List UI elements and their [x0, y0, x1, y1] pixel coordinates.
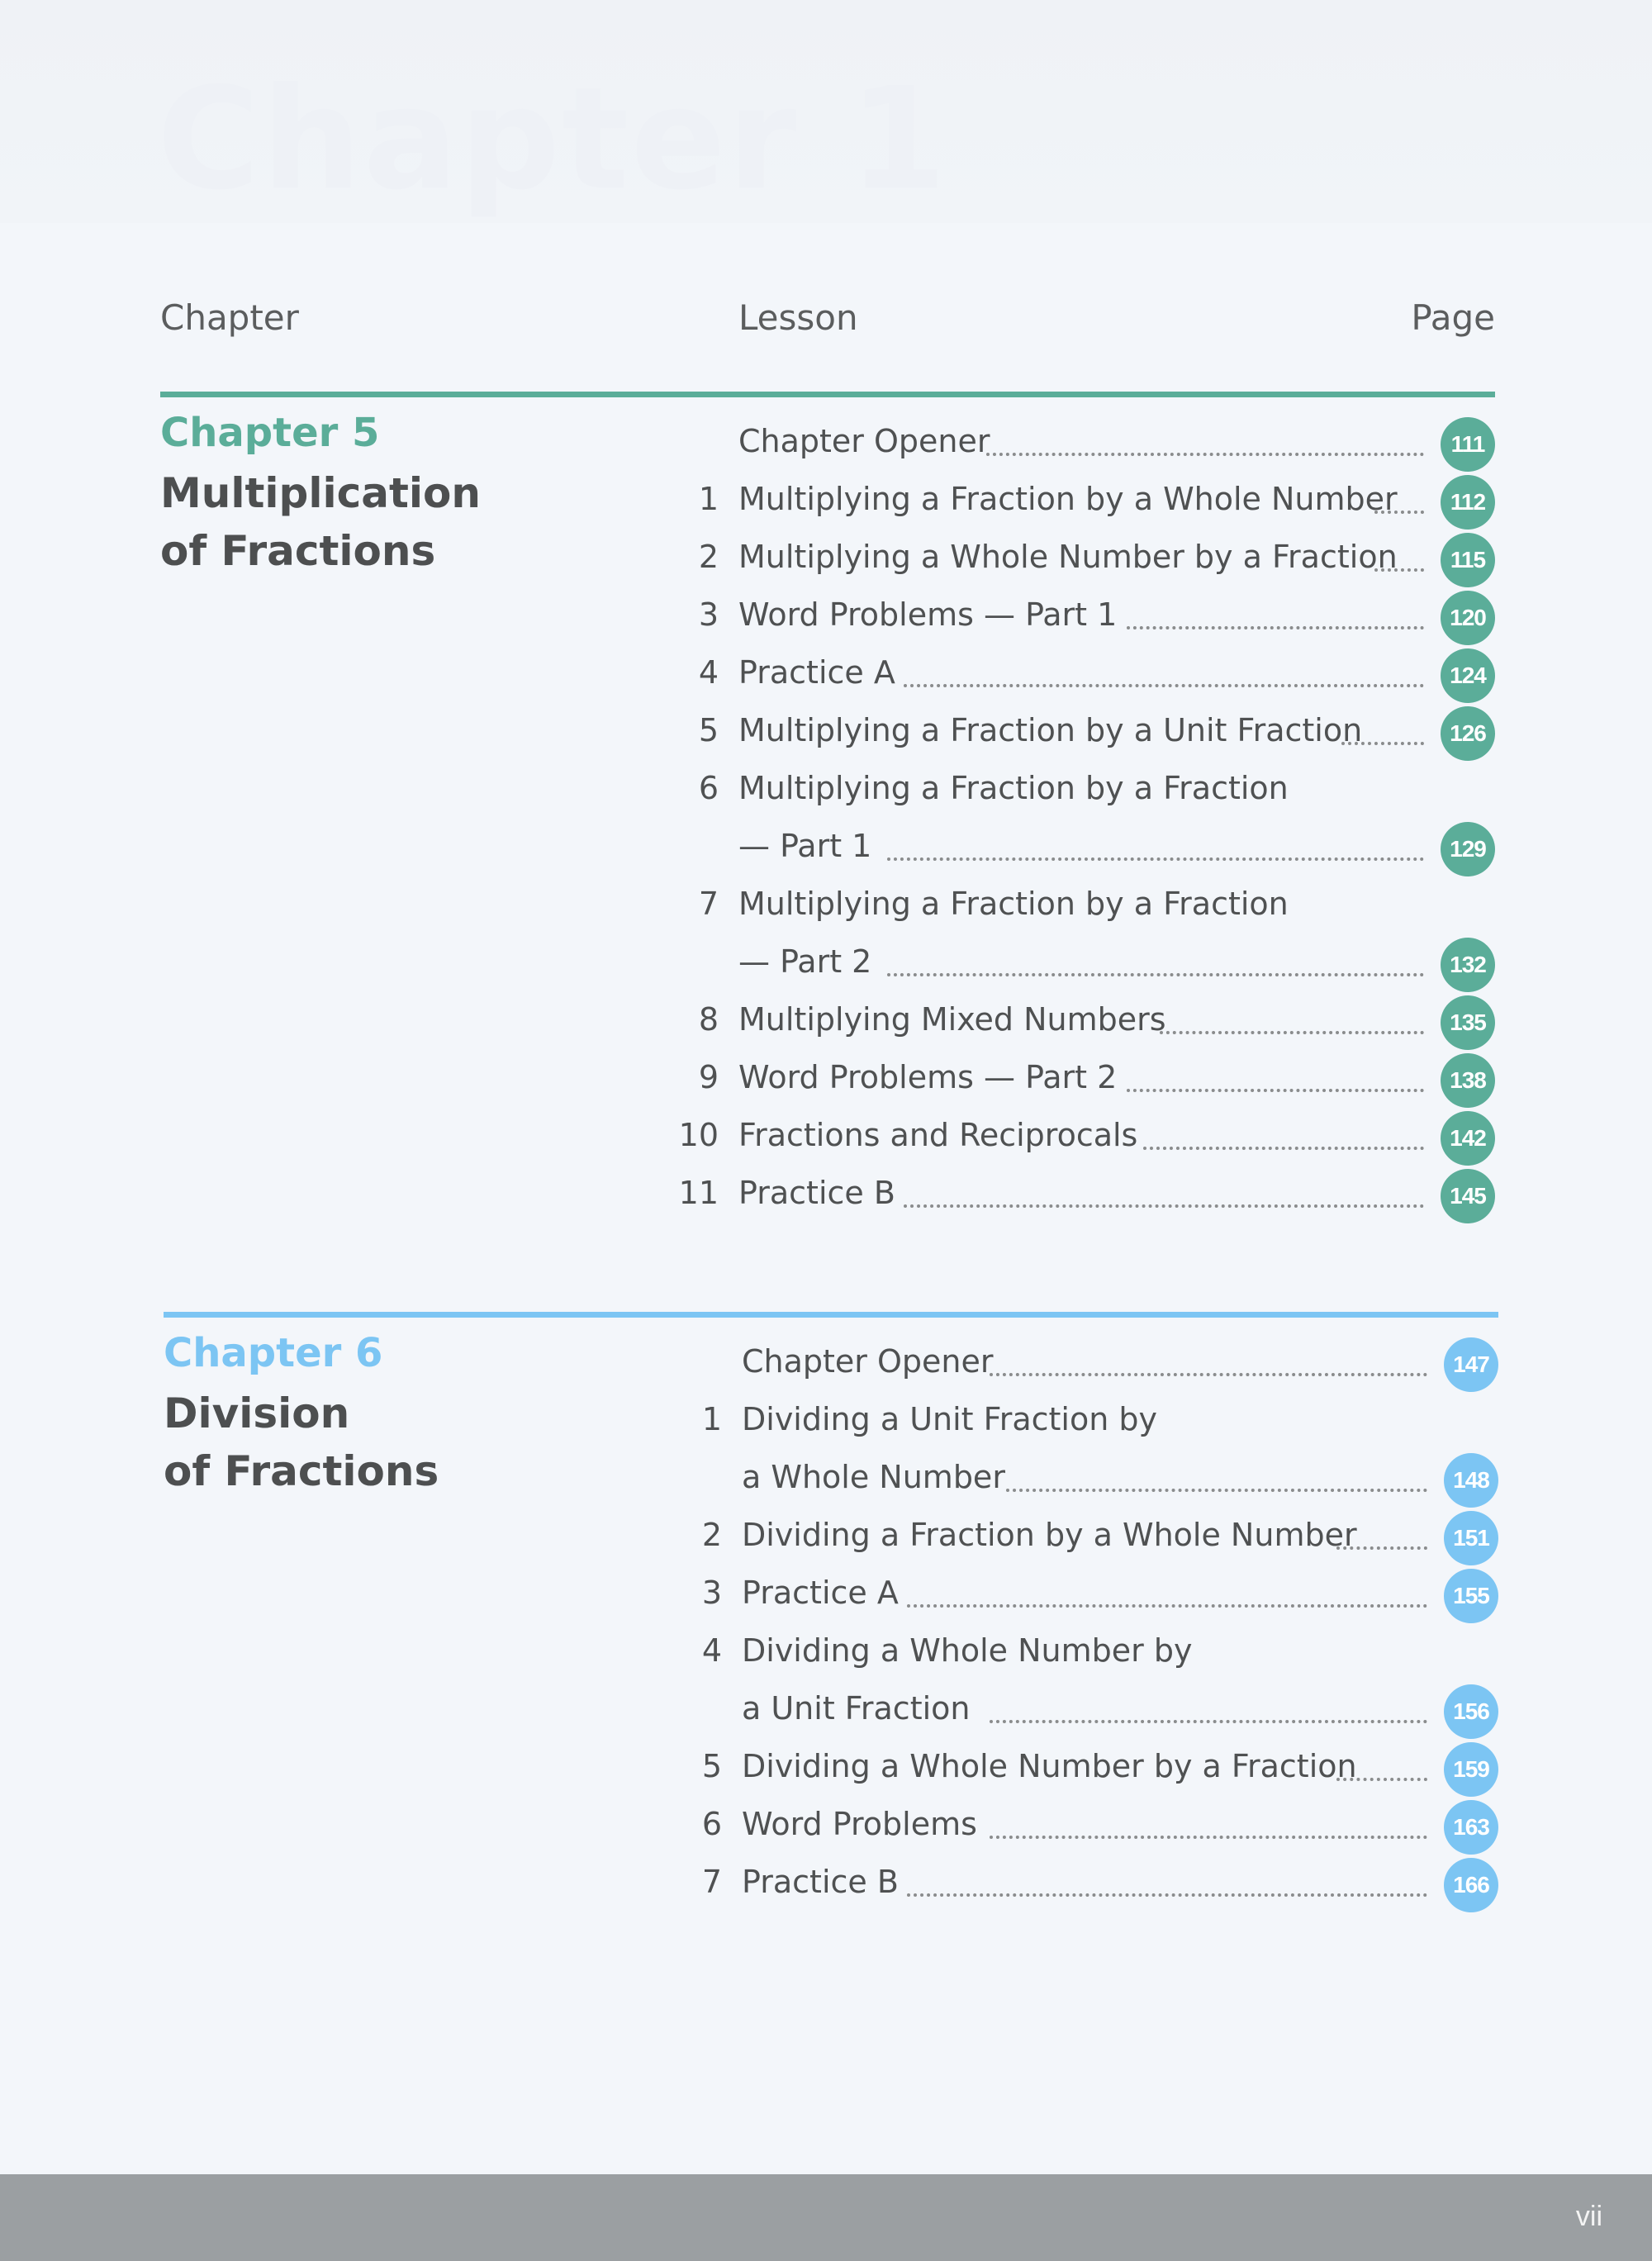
dot-leader [1341, 739, 1424, 745]
page-badge[interactable]: 151 [1444, 1511, 1498, 1565]
dot-leader [1160, 1028, 1424, 1034]
dot-leader [1336, 1774, 1427, 1781]
lesson-title: Dividing a Whole Number by a Fraction [742, 1748, 1357, 1784]
dot-leader [1006, 1485, 1427, 1492]
header-lesson: Lesson [738, 297, 858, 338]
page-badge[interactable]: 120 [1441, 591, 1495, 645]
page-badge[interactable]: 129 [1441, 822, 1495, 876]
page-badge[interactable]: 147 [1444, 1337, 1498, 1392]
dot-leader [1374, 507, 1424, 514]
dot-leader [1336, 1543, 1427, 1550]
lesson-title: Fractions and Reciprocals [738, 1117, 1138, 1153]
page-badge[interactable]: 111 [1441, 417, 1495, 472]
page-badge[interactable]: 115 [1441, 533, 1495, 587]
toc-row[interactable] [164, 1855, 1498, 1913]
ghost-chapter-heading: Chapter 1 [157, 58, 949, 221]
lesson-number: 8 [698, 1001, 719, 1038]
header-page: Page [1411, 297, 1495, 338]
lesson-number: 7 [701, 1864, 722, 1900]
lesson-number: 11 [678, 1175, 719, 1211]
toc-row-continued[interactable] [164, 1682, 1498, 1740]
dot-leader [904, 1201, 1424, 1208]
lesson-title: Multiplying a Fraction by a Fraction [738, 886, 1289, 922]
dot-leader [887, 970, 1424, 976]
page-badge[interactable]: 142 [1441, 1111, 1495, 1166]
lesson-title: Multiplying a Fraction by a Fraction [738, 770, 1289, 806]
lesson-title: Practice B [742, 1864, 899, 1900]
toc-row[interactable] [160, 1166, 1495, 1224]
lesson-title: Word Problems — Part 1 [738, 596, 1118, 633]
chapter-5-divider [160, 392, 1495, 397]
lesson-title: Practice A [742, 1575, 899, 1611]
lesson-number: 2 [698, 539, 719, 575]
toc-row[interactable] [160, 993, 1495, 1051]
lesson-title: Chapter Opener [742, 1343, 994, 1380]
page-number: vii [1575, 2201, 1602, 2232]
page-badge[interactable]: 132 [1441, 938, 1495, 992]
lesson-title: Chapter Opener [738, 423, 990, 459]
chapter-5-lesson-list [160, 415, 1495, 1224]
dot-leader [990, 1370, 1427, 1376]
chapter-5-title-line1: Multiplication [160, 469, 481, 517]
dot-leader [907, 1601, 1427, 1608]
dot-leader [1143, 1143, 1424, 1150]
chapter-6-title-line1: Division [164, 1389, 350, 1437]
chapter-6-divider [164, 1312, 1498, 1318]
lesson-number: 3 [701, 1575, 722, 1611]
page-badge[interactable]: 148 [1444, 1453, 1498, 1508]
toc-row[interactable] [160, 1109, 1495, 1166]
lesson-number: 6 [701, 1806, 722, 1842]
page-badge[interactable]: 124 [1441, 648, 1495, 703]
page-badge[interactable]: 156 [1444, 1684, 1498, 1739]
lesson-title: Dividing a Fraction by a Whole Number [742, 1517, 1357, 1553]
toc-row[interactable] [164, 1335, 1498, 1393]
lesson-number: 4 [698, 654, 719, 691]
dot-leader [990, 1717, 1427, 1723]
toc-row[interactable] [164, 1508, 1498, 1566]
page-badge[interactable]: 126 [1441, 706, 1495, 761]
toc-row[interactable] [164, 1798, 1498, 1855]
dot-leader [907, 1890, 1427, 1897]
toc-row-continued[interactable] [164, 1451, 1498, 1508]
lesson-number: 1 [698, 481, 719, 517]
toc-row[interactable] [160, 588, 1495, 646]
page-badge[interactable]: 112 [1441, 475, 1495, 530]
lesson-number: 5 [698, 712, 719, 748]
chapter-6-lesson-list [164, 1335, 1498, 1913]
toc-row[interactable] [160, 415, 1495, 473]
lesson-number: 1 [701, 1401, 722, 1437]
lesson-number: 4 [701, 1632, 722, 1669]
lesson-title: Multiplying a Fraction by a Unit Fraction [738, 712, 1363, 748]
chapter-6-label: Chapter 6 [164, 1330, 383, 1376]
toc-row[interactable] [160, 1051, 1495, 1109]
lesson-title: — Part 1 [738, 828, 872, 864]
toc-row-continued[interactable] [160, 935, 1495, 993]
dot-leader [887, 854, 1424, 861]
toc-header [160, 297, 1495, 347]
toc-row[interactable] [164, 1393, 1498, 1451]
lesson-title: Practice A [738, 654, 895, 691]
page-badge[interactable]: 163 [1444, 1800, 1498, 1855]
chapter-5-label: Chapter 5 [160, 410, 380, 456]
lesson-title: Multiplying a Fraction by a Whole Number [738, 481, 1398, 517]
lesson-number: 10 [678, 1117, 719, 1153]
lesson-number: 2 [701, 1517, 722, 1553]
dot-leader [1127, 623, 1424, 629]
dot-leader [990, 1832, 1427, 1839]
dot-leader [986, 449, 1424, 456]
toc-row-continued[interactable] [160, 819, 1495, 877]
chapter-6-title-line2: of Fractions [164, 1447, 439, 1495]
dot-leader [1374, 565, 1424, 572]
lesson-title: Practice B [738, 1175, 895, 1211]
toc-row[interactable] [160, 530, 1495, 588]
page-badge[interactable]: 166 [1444, 1858, 1498, 1912]
toc-row[interactable] [160, 646, 1495, 704]
header-chapter: Chapter [160, 297, 299, 338]
toc-row[interactable] [160, 473, 1495, 530]
page-badge[interactable]: 135 [1441, 995, 1495, 1050]
lesson-title: Word Problems — Part 2 [738, 1059, 1118, 1095]
dot-leader [904, 681, 1424, 687]
lesson-number: 9 [698, 1059, 719, 1095]
lesson-number: 6 [698, 770, 719, 806]
page-badge[interactable]: 159 [1444, 1742, 1498, 1797]
toc-row[interactable] [164, 1624, 1498, 1682]
lesson-title: Word Problems [742, 1806, 977, 1842]
lesson-number: 5 [701, 1748, 722, 1784]
toc-row[interactable] [164, 1740, 1498, 1798]
dot-leader [1127, 1085, 1424, 1092]
lesson-title: — Part 2 [738, 943, 872, 980]
lesson-title: Multiplying Mixed Numbers [738, 1001, 1166, 1038]
page-badge[interactable]: 155 [1444, 1569, 1498, 1623]
page-badge[interactable]: 145 [1441, 1169, 1495, 1223]
page-badge[interactable]: 138 [1441, 1053, 1495, 1108]
lesson-title: Dividing a Whole Number by [742, 1632, 1193, 1669]
toc-row[interactable] [160, 762, 1495, 819]
toc-row[interactable] [160, 704, 1495, 762]
lesson-number: 7 [698, 886, 719, 922]
lesson-number: 3 [698, 596, 719, 633]
toc-row[interactable] [164, 1566, 1498, 1624]
lesson-title: Dividing a Unit Fraction by [742, 1401, 1157, 1437]
lesson-title: Multiplying a Whole Number by a Fraction [738, 539, 1398, 575]
page-footer [0, 2174, 1652, 2261]
lesson-title: a Whole Number [742, 1459, 1005, 1495]
chapter-5-title-line2: of Fractions [160, 527, 436, 575]
toc-row[interactable] [160, 877, 1495, 935]
lesson-title: a Unit Fraction [742, 1690, 971, 1727]
